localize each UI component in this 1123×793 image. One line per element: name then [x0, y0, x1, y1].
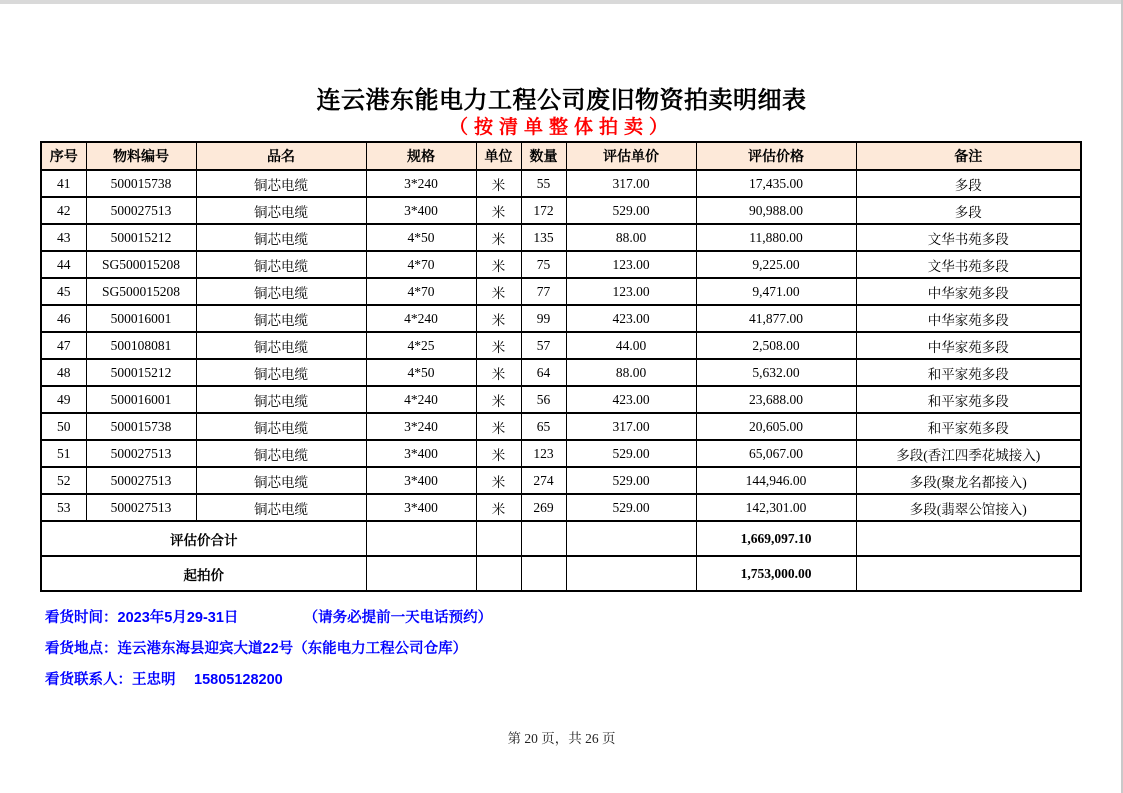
table-cell: 11,880.00: [696, 224, 856, 251]
table-cell: 317.00: [566, 413, 696, 440]
auction-items-table: [40, 141, 1082, 592]
table-cell: 529.00: [566, 440, 696, 467]
table-cell: 3*400: [366, 467, 476, 494]
table-cell: 铜芯电缆: [196, 197, 366, 224]
table-cell: 2,508.00: [696, 332, 856, 359]
table-cell: 米: [476, 386, 521, 413]
summary-value: 1,753,000.00: [696, 556, 856, 591]
table-cell: 88.00: [566, 359, 696, 386]
summary-empty-cell: [476, 556, 521, 591]
table-cell: 56: [521, 386, 566, 413]
table-cell: 文华书苑多段: [856, 224, 1081, 251]
column-header-3: 品名: [196, 142, 366, 170]
summary-empty-cell: [856, 556, 1081, 591]
table-cell: 铜芯电缆: [196, 332, 366, 359]
table-cell: 米: [476, 440, 521, 467]
table-cell: 铜芯电缆: [196, 224, 366, 251]
summary-empty-cell: [856, 521, 1081, 556]
summary-row: [41, 521, 1081, 556]
table-cell: 米: [476, 413, 521, 440]
table-cell: 47: [41, 332, 86, 359]
table-row: [41, 386, 1081, 413]
summary-label: 起拍价: [41, 556, 366, 591]
table-cell: 64: [521, 359, 566, 386]
table-cell: 铜芯电缆: [196, 413, 366, 440]
table-cell: 500027513: [86, 440, 196, 467]
table-cell: 4*50: [366, 359, 476, 386]
document-title: 连云港东能电力工程公司废旧物资拍卖明细表: [316, 87, 807, 114]
table-cell: 3*240: [366, 413, 476, 440]
table-row: [41, 170, 1081, 197]
note-viewing-time: 看货时间：2023年5月29-31日 （请务必提前一天电话预约）: [45, 610, 493, 626]
table-cell: 4*70: [366, 251, 476, 278]
table-cell: 41: [41, 170, 86, 197]
table-cell: 和平家苑多段: [856, 386, 1081, 413]
column-header-6: 数量: [521, 142, 566, 170]
table-cell: 423.00: [566, 305, 696, 332]
table-cell: 米: [476, 359, 521, 386]
summary-value: 1,669,097.10: [696, 521, 856, 556]
column-header-1: 序号: [41, 142, 86, 170]
table-cell: 123: [521, 440, 566, 467]
table-header-row: [41, 142, 1081, 170]
table-row: [41, 224, 1081, 251]
table-cell: 77: [521, 278, 566, 305]
table-cell: 57: [521, 332, 566, 359]
page-number: 第 20 页，共 26 页: [507, 731, 616, 746]
table-cell: 529.00: [566, 494, 696, 521]
table-cell: 多段: [856, 197, 1081, 224]
table-cell: 4*50: [366, 224, 476, 251]
table-cell: 5,632.00: [696, 359, 856, 386]
note-viewing-contact: 看货联系人：王忠明 15805128200: [45, 672, 283, 688]
table-cell: 500027513: [86, 467, 196, 494]
table-cell: 铜芯电缆: [196, 278, 366, 305]
table-cell: 500016001: [86, 305, 196, 332]
table-cell: 4*240: [366, 386, 476, 413]
table-cell: 500015738: [86, 413, 196, 440]
table-cell: 和平家苑多段: [856, 359, 1081, 386]
table-cell: 123.00: [566, 278, 696, 305]
table-cell: 中华家苑多段: [856, 332, 1081, 359]
table-cell: 423.00: [566, 386, 696, 413]
table-cell: 3*240: [366, 170, 476, 197]
table-cell: 75: [521, 251, 566, 278]
table-cell: 53: [41, 494, 86, 521]
table-cell: 142,301.00: [696, 494, 856, 521]
table-cell: 500016001: [86, 386, 196, 413]
table-cell: 51: [41, 440, 86, 467]
table-cell: 529.00: [566, 467, 696, 494]
summary-empty-cell: [366, 556, 476, 591]
table-cell: 9,471.00: [696, 278, 856, 305]
table-cell: 多段(翡翠公馆接入): [856, 494, 1081, 521]
table-cell: 中华家苑多段: [856, 278, 1081, 305]
table-cell: 44: [41, 251, 86, 278]
table-cell: 529.00: [566, 197, 696, 224]
table-header: [41, 142, 1081, 170]
table-row: [41, 305, 1081, 332]
summary-empty-cell: [476, 521, 521, 556]
table-cell: 米: [476, 251, 521, 278]
note-viewing-location: 看货地点：连云港东海县迎宾大道22号（东能电力工程公司仓库）: [45, 641, 468, 657]
table-cell: 铜芯电缆: [196, 251, 366, 278]
table-cell: 55: [521, 170, 566, 197]
column-header-4: 规格: [366, 142, 476, 170]
table-row: [41, 197, 1081, 224]
table-cell: 500027513: [86, 494, 196, 521]
table-cell: SG500015208: [86, 251, 196, 278]
summary-row: [41, 556, 1081, 591]
column-header-2: 物料编号: [86, 142, 196, 170]
table-cell: 铜芯电缆: [196, 386, 366, 413]
table-cell: 米: [476, 332, 521, 359]
table-cell: 50: [41, 413, 86, 440]
table-cell: 23,688.00: [696, 386, 856, 413]
table-cell: 500108081: [86, 332, 196, 359]
summary-empty-cell: [521, 521, 566, 556]
table-cell: 米: [476, 197, 521, 224]
table-cell: 88.00: [566, 224, 696, 251]
table-cell: 米: [476, 278, 521, 305]
table-cell: 多段(香江四季花城接入): [856, 440, 1081, 467]
table-cell: 500027513: [86, 197, 196, 224]
summary-empty-cell: [566, 521, 696, 556]
table-cell: 铜芯电缆: [196, 494, 366, 521]
column-header-8: 评估价格: [696, 142, 856, 170]
table-cell: 中华家苑多段: [856, 305, 1081, 332]
summary-label: 评估价合计: [41, 521, 366, 556]
table-cell: 米: [476, 224, 521, 251]
table-cell: 4*25: [366, 332, 476, 359]
table-cell: SG500015208: [86, 278, 196, 305]
table-cell: 48: [41, 359, 86, 386]
column-header-9: 备注: [856, 142, 1081, 170]
summary-empty-cell: [521, 556, 566, 591]
table-cell: 20,605.00: [696, 413, 856, 440]
table-row: [41, 467, 1081, 494]
table-cell: 41,877.00: [696, 305, 856, 332]
table-cell: 多段(聚龙名都接入): [856, 467, 1081, 494]
summary-empty-cell: [366, 521, 476, 556]
table-cell: 17,435.00: [696, 170, 856, 197]
table-cell: 172: [521, 197, 566, 224]
table-cell: 144,946.00: [696, 467, 856, 494]
table-row: [41, 251, 1081, 278]
table-cell: 45: [41, 278, 86, 305]
table-row: [41, 332, 1081, 359]
table-cell: 米: [476, 494, 521, 521]
document-subtitle: （按清单整体拍卖）: [448, 117, 674, 138]
table-cell: 米: [476, 305, 521, 332]
table-row: [41, 278, 1081, 305]
window-top-edge: [0, 0, 1123, 4]
table-cell: 文华书苑多段: [856, 251, 1081, 278]
table-row: [41, 359, 1081, 386]
table-cell: 9,225.00: [696, 251, 856, 278]
table-cell: 123.00: [566, 251, 696, 278]
table-cell: 65,067.00: [696, 440, 856, 467]
column-header-7: 评估单价: [566, 142, 696, 170]
table-cell: 3*400: [366, 440, 476, 467]
table-cell: 44.00: [566, 332, 696, 359]
table-cell: 铜芯电缆: [196, 305, 366, 332]
table-cell: 铜芯电缆: [196, 170, 366, 197]
table-cell: 49: [41, 386, 86, 413]
table-row: [41, 413, 1081, 440]
table-cell: 米: [476, 467, 521, 494]
table-cell: 3*400: [366, 197, 476, 224]
table-cell: 90,988.00: [696, 197, 856, 224]
summary-empty-cell: [566, 556, 696, 591]
table-cell: 317.00: [566, 170, 696, 197]
table-body: [41, 170, 1081, 591]
table-cell: 52: [41, 467, 86, 494]
table-cell: 铜芯电缆: [196, 440, 366, 467]
table-cell: 铜芯电缆: [196, 467, 366, 494]
table-cell: 铜芯电缆: [196, 359, 366, 386]
table-cell: 米: [476, 170, 521, 197]
table-cell: 3*400: [366, 494, 476, 521]
table-cell: 4*70: [366, 278, 476, 305]
table-cell: 4*240: [366, 305, 476, 332]
table-cell: 多段: [856, 170, 1081, 197]
viewing-notes: [45, 603, 492, 696]
table-cell: 46: [41, 305, 86, 332]
table-row: [41, 440, 1081, 467]
table-cell: 135: [521, 224, 566, 251]
column-header-5: 单位: [476, 142, 521, 170]
table-cell: 43: [41, 224, 86, 251]
table-cell: 99: [521, 305, 566, 332]
table-cell: 500015212: [86, 359, 196, 386]
table-cell: 65: [521, 413, 566, 440]
table-cell: 500015738: [86, 170, 196, 197]
table-cell: 42: [41, 197, 86, 224]
table-cell: 和平家苑多段: [856, 413, 1081, 440]
table-row: [41, 494, 1081, 521]
table-cell: 274: [521, 467, 566, 494]
table-cell: 269: [521, 494, 566, 521]
table-cell: 500015212: [86, 224, 196, 251]
